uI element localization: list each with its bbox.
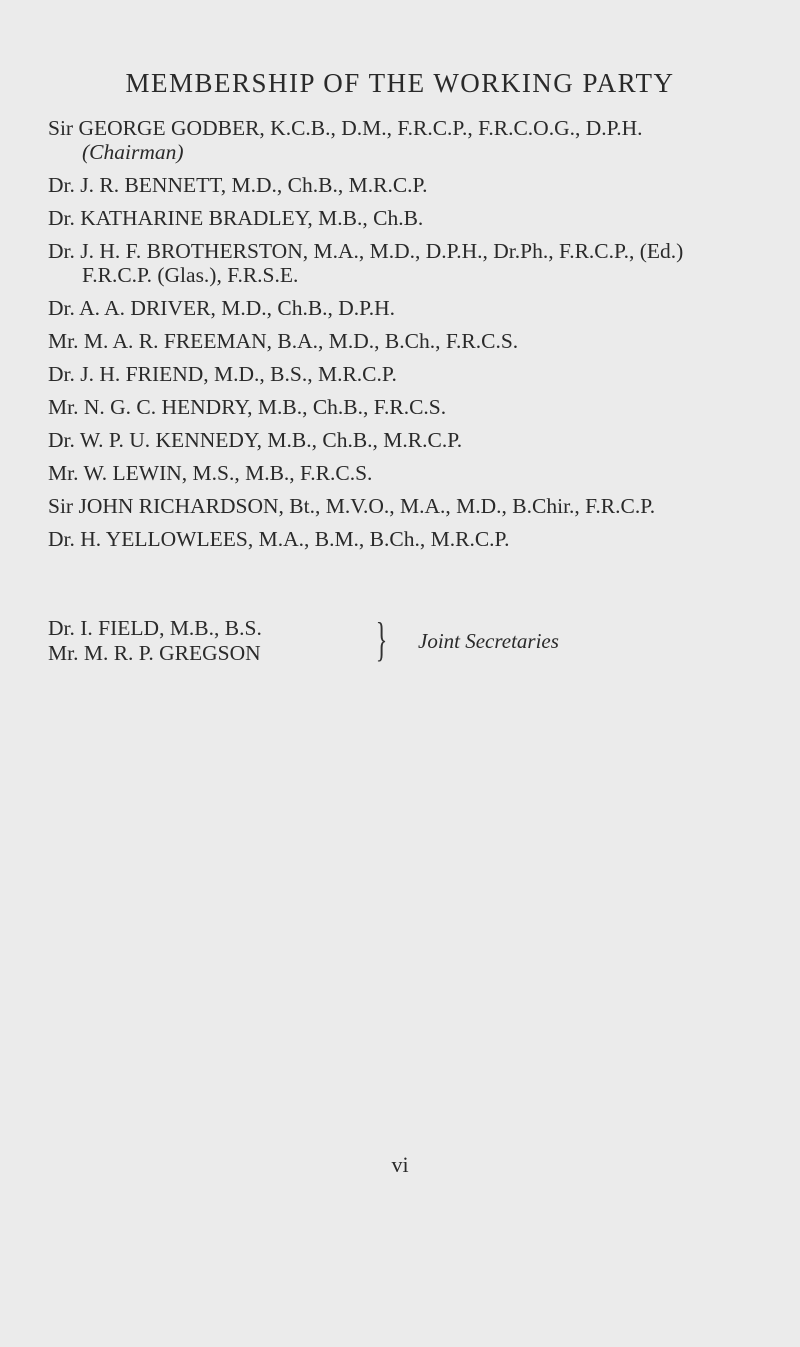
member-name: Dr. H. YELLOWLEES, M.A., B.M., B.Ch., M.R.C.P. <box>48 527 510 551</box>
member-entry <box>48 395 788 419</box>
member-entry <box>48 494 788 518</box>
member-list <box>48 116 788 560</box>
page-number: vi <box>391 1152 409 1177</box>
member-entry <box>48 428 788 452</box>
member-name: Dr. J. H. F. BROTHERSTON, M.A., M.D., D.P.H., Dr.Ph., F.R.C.P., (Ed.) <box>48 239 684 263</box>
member-name: Sir GEORGE GODBER, K.C.B., D.M., F.R.C.P., F.R.C.O.G., D.P.H. <box>48 116 643 140</box>
member-name: Mr. W. LEWIN, M.S., M.B., F.R.C.S. <box>48 461 373 485</box>
right-brace: } <box>375 613 388 666</box>
secretary-name: Mr. M. R. P. GREGSON <box>48 641 261 665</box>
member-entry <box>48 296 788 320</box>
member-entry <box>48 461 788 485</box>
member-entry <box>48 116 788 164</box>
member-name: Mr. M. A. R. FREEMAN, B.A., M.D., B.Ch., F.R.C.S. <box>48 329 519 353</box>
secretaries-role-label: Joint Secretaries <box>418 629 559 653</box>
member-name: Sir JOHN RICHARDSON, Bt., M.V.O., M.A., M.D., B.Chir., F.R.C.P. <box>48 494 656 518</box>
member-name: Dr. A. A. DRIVER, M.D., Ch.B., D.P.H. <box>48 296 396 320</box>
joint-secretaries-block <box>48 613 788 668</box>
member-entry <box>48 329 788 353</box>
chairman-label: (Chairman) <box>82 140 184 164</box>
member-name: Mr. N. G. C. HENDRY, M.B., Ch.B., F.R.C.S. <box>48 395 447 419</box>
member-entry <box>48 173 788 197</box>
member-name: Dr. J. H. FRIEND, M.D., B.S., M.R.C.P. <box>48 362 397 386</box>
page-title: MEMBERSHIP OF THE WORKING PARTY <box>125 68 675 98</box>
member-name: Dr. KATHARINE BRADLEY, M.B., Ch.B. <box>48 206 424 230</box>
member-name: Dr. W. P. U. KENNEDY, M.B., Ch.B., M.R.C.P. <box>48 428 463 452</box>
member-name-continued: F.R.C.P. (Glas.), F.R.S.E. <box>82 263 299 287</box>
member-entry <box>48 206 788 230</box>
member-entry <box>48 527 788 551</box>
secretary-name: Dr. I. FIELD, M.B., B.S. <box>48 616 262 640</box>
member-entry <box>48 239 788 287</box>
member-entry <box>48 362 788 386</box>
member-name: Dr. J. R. BENNETT, M.D., Ch.B., M.R.C.P. <box>48 173 428 197</box>
